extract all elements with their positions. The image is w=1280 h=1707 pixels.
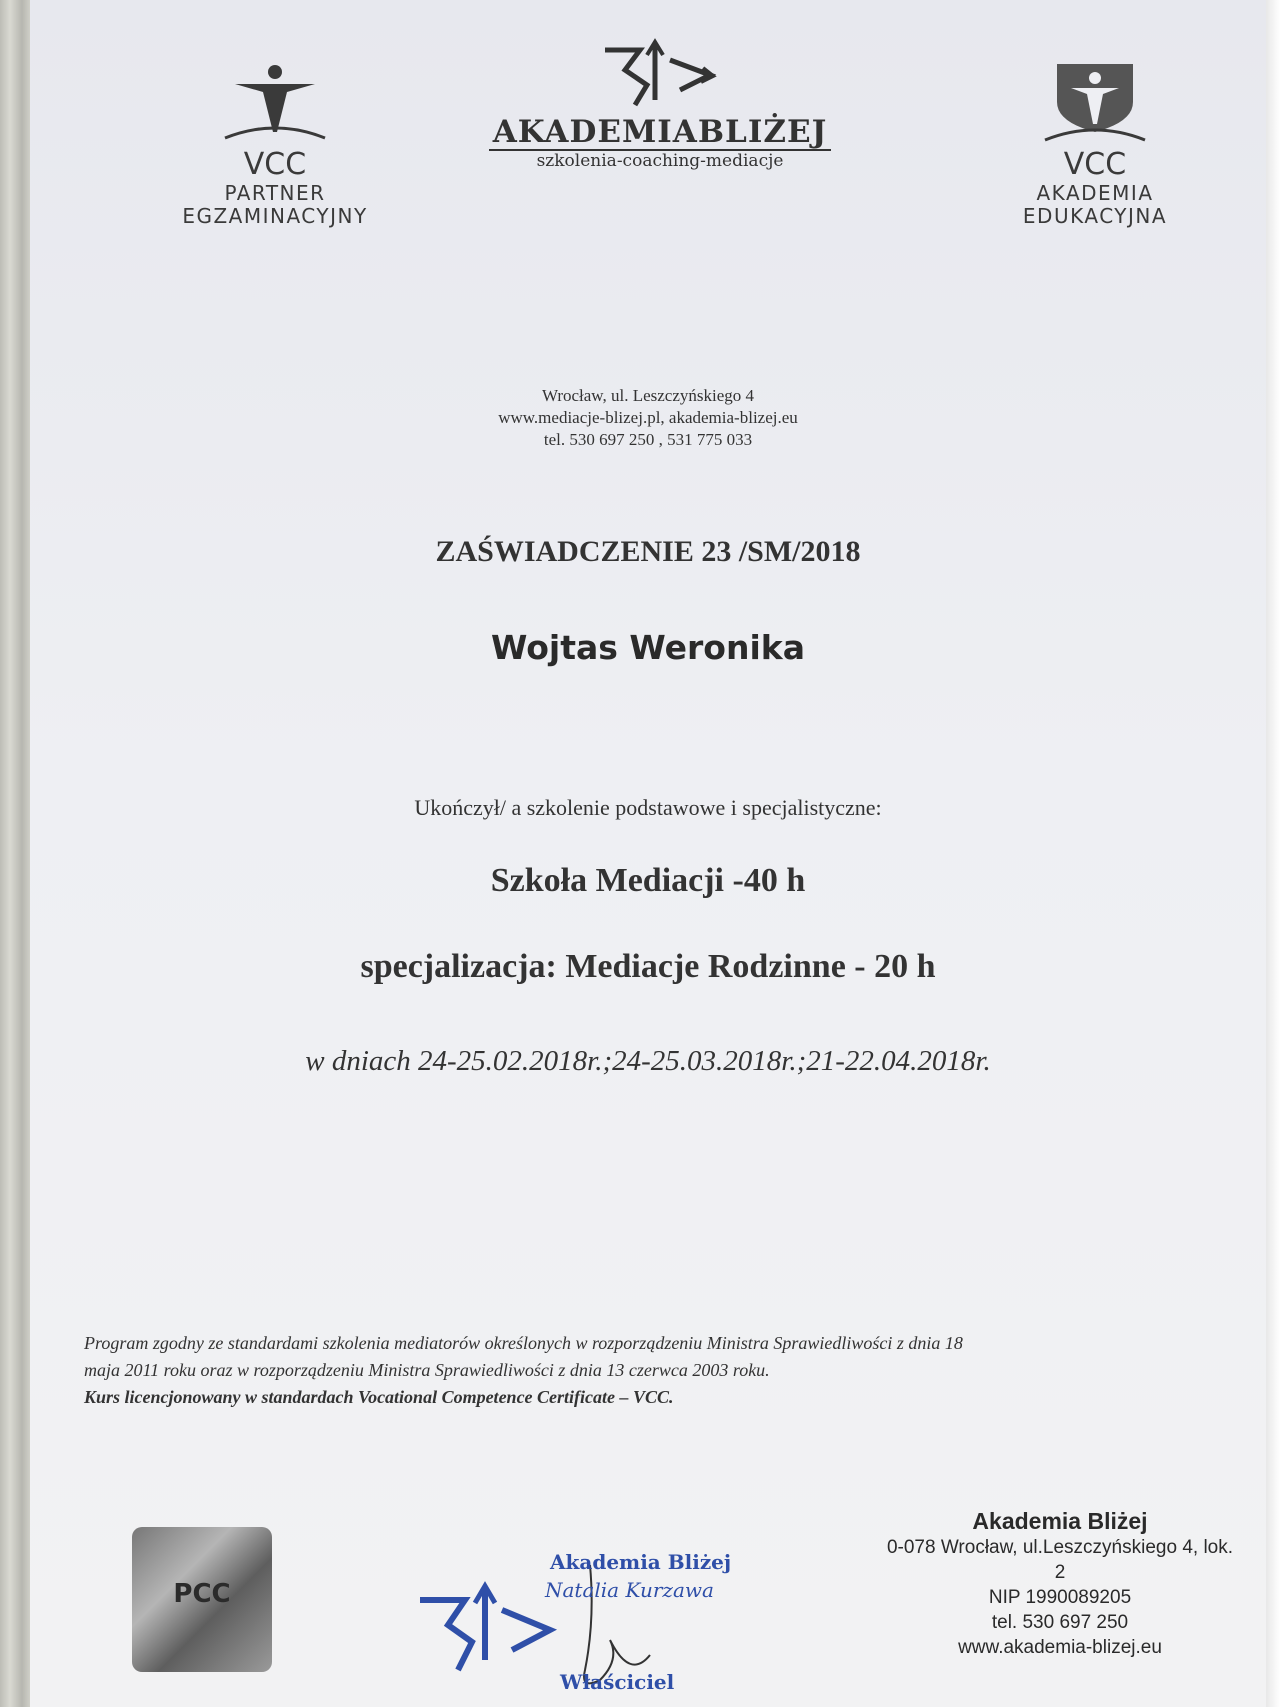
company-tel: tel. 530 697 250 — [991, 1612, 1129, 1633]
company-name: Akademia Bliżej — [972, 1508, 1148, 1534]
address-block — [30, 385, 1266, 451]
recipient-name: Wojtas Weronika — [491, 628, 805, 667]
certificate-page — [30, 0, 1266, 1707]
program-line2: maja 2011 roku oraz w rozporządzeniu Ministra Sprawiedliwości z dnia 13 czerwca 2003 roku. — [84, 1360, 770, 1380]
vcc-line2: EGZAMINACYJNY — [182, 204, 368, 228]
address-line2: www.mediacje-blizej.pl, akademia-blizej.eu — [498, 408, 798, 427]
vcc-brand-right: VCC — [1063, 147, 1127, 182]
vcc-line1: PARTNER — [224, 181, 326, 205]
certificate-title: ZAŚWIADCZENIE 23 /SM/2018 — [435, 535, 861, 568]
vcc-shield-icon — [1035, 62, 1155, 142]
stamp-company: Akademia Bliżej — [550, 1550, 732, 1574]
vcc-partner-logo — [145, 62, 405, 228]
company-address: 0-078 Wrocław, ul.Leszczyńskiego 4, lok. 2 — [886, 1537, 1234, 1583]
training-dates: w dniach 24-25.02.2018r.;24-25.03.2018r.;21-22.04.2018r. — [305, 1045, 991, 1077]
course-name: Szkoła Mediacji -40 h — [490, 862, 806, 899]
frame-edge — [1266, 0, 1280, 1707]
program-line1: Program zgodny ze standardami szkolenia mediatorów określonych w rozporządzeniu Ministra Sprawiedliwości z dnia 18 — [84, 1333, 963, 1353]
address-line1: Wrocław, ul. Leszczyńskiego 4 — [541, 386, 755, 405]
akademia-tagline: szkolenia-coaching-mediacje — [536, 151, 784, 171]
vcc-akademia-logo — [965, 62, 1225, 228]
vcc-brand: VCC — [243, 147, 307, 182]
vcc-right-line1: AKADEMIA — [1036, 181, 1154, 205]
specialization: specjalizacja: Mediacje Rodzinne - 20 h — [360, 948, 936, 985]
program-line3: Kurs licencjonowany w standardach Vocational Competence Certificate – VCC. — [84, 1387, 674, 1407]
company-web: www.akademia-blizej.eu — [958, 1637, 1162, 1658]
vcc-right-line2: EDUKACYJNA — [1022, 204, 1168, 228]
address-line3: tel. 530 697 250 , 531 775 033 — [543, 430, 753, 449]
certificate-description: Ukończył/ a szkolenie podstawowe i specjalistyczne: — [414, 795, 882, 820]
pcc-seal-text: PCC — [173, 1579, 231, 1609]
stamp-owner-name: Natalia Kurzawa — [545, 1578, 714, 1602]
pcc-seal — [132, 1527, 272, 1672]
stamp-arrows-icon — [410, 1570, 560, 1680]
company-stamp — [880, 1508, 1240, 1660]
akademia-name: AKADEMIABLIŻEJ — [489, 115, 832, 151]
arrows-logo-icon — [595, 30, 725, 110]
program-note — [84, 1330, 1234, 1411]
vcc-figure-icon — [215, 62, 335, 142]
company-nip: NIP 1990089205 — [988, 1587, 1132, 1608]
stamp-role: Właściciel — [560, 1670, 675, 1694]
akademia-blizej-logo — [450, 30, 870, 171]
